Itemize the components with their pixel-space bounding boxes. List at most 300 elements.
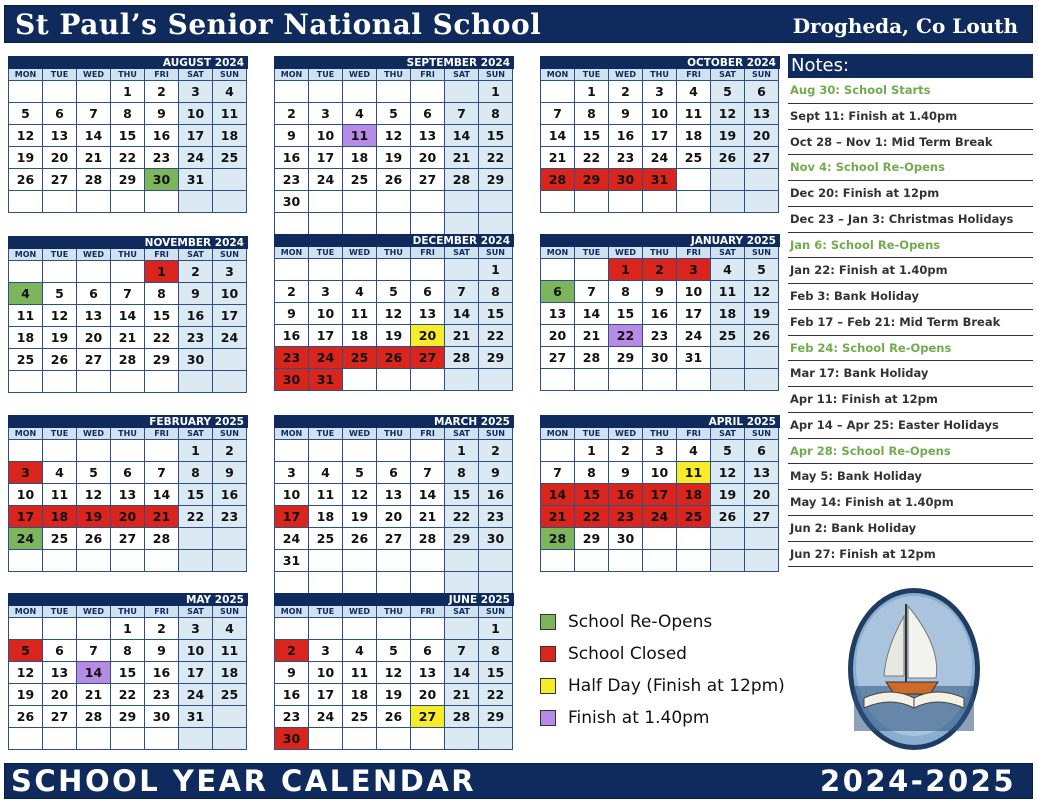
calendar-day: 12 <box>43 305 77 327</box>
weekday-label: MON <box>275 69 309 81</box>
calendar-empty-cell <box>43 371 77 393</box>
calendar-empty-cell <box>677 169 711 191</box>
calendar-empty-cell <box>411 618 445 640</box>
calendar-empty-cell <box>43 618 77 640</box>
calendar-day: 15 <box>111 125 145 147</box>
calendar-empty-cell <box>479 728 513 750</box>
calendar-day: 5 <box>43 283 77 305</box>
calendar-day: 8 <box>145 283 179 305</box>
calendar-day: 14 <box>77 125 111 147</box>
weekday-label: THU <box>643 247 677 259</box>
calendar-day: 11 <box>343 662 377 684</box>
calendar-day: 22 <box>111 147 145 169</box>
calendar-day: 3 <box>677 259 711 281</box>
weekday-label: THU <box>377 428 411 440</box>
calendar-empty-cell <box>343 259 377 281</box>
weekday-header <box>540 69 780 81</box>
calendar-empty-cell <box>309 728 343 750</box>
month-title: DECEMBER 2024 <box>274 234 514 247</box>
note-item: May 5: Bank Holiday <box>788 464 1033 490</box>
calendar-day: 2 <box>179 261 213 283</box>
calendar-empty-cell <box>575 369 609 391</box>
calendar-day: 19 <box>377 684 411 706</box>
weekday-label: SAT <box>179 249 213 261</box>
month-grid <box>8 618 248 750</box>
calendar-empty-cell <box>43 261 77 283</box>
calendar-day: 4 <box>343 281 377 303</box>
calendar-empty-cell <box>643 191 677 213</box>
calendar-day: 28 <box>541 169 575 191</box>
calendar-empty-cell <box>445 259 479 281</box>
calendar-day: 15 <box>609 303 643 325</box>
calendar-day: 25 <box>343 347 377 369</box>
calendar-day: 21 <box>575 325 609 347</box>
calendar-empty-cell <box>9 618 43 640</box>
calendar-empty-cell <box>111 261 145 283</box>
calendar-empty-cell <box>541 550 575 572</box>
calendar-empty-cell <box>445 728 479 750</box>
calendar-day: 1 <box>575 440 609 462</box>
weekday-label: TUE <box>575 247 609 259</box>
calendar-day: 4 <box>711 259 745 281</box>
calendar-day: 19 <box>377 147 411 169</box>
calendar-empty-cell <box>479 213 513 235</box>
month-october-2024 <box>540 56 780 213</box>
calendar-empty-cell <box>111 728 145 750</box>
calendar-day: 21 <box>541 506 575 528</box>
calendar-empty-cell <box>745 369 779 391</box>
calendar-day: 8 <box>575 103 609 125</box>
calendar-day: 6 <box>745 440 779 462</box>
calendar-day: 5 <box>9 103 43 125</box>
calendar-day: 2 <box>145 81 179 103</box>
month-title: MARCH 2025 <box>274 415 514 428</box>
calendar-day: 6 <box>43 640 77 662</box>
calendar-day: 4 <box>677 440 711 462</box>
weekday-label: SUN <box>479 247 513 259</box>
month-title: JUNE 2025 <box>274 593 514 606</box>
calendar-day: 31 <box>643 169 677 191</box>
weekday-label: TUE <box>309 247 343 259</box>
calendar-empty-cell <box>43 81 77 103</box>
calendar-day: 17 <box>643 484 677 506</box>
calendar-day: 7 <box>445 281 479 303</box>
calendar-day: 18 <box>343 684 377 706</box>
calendar-day: 1 <box>609 259 643 281</box>
calendar-day: 25 <box>343 706 377 728</box>
calendar-day: 28 <box>445 169 479 191</box>
calendar-day: 2 <box>275 281 309 303</box>
note-item: Jun 2: Bank Holiday <box>788 516 1033 542</box>
weekday-label: SUN <box>745 69 779 81</box>
calendar-empty-cell <box>343 81 377 103</box>
calendar-day: 13 <box>77 305 111 327</box>
calendar-empty-cell <box>9 191 43 213</box>
calendar-day: 27 <box>411 706 445 728</box>
calendar-day: 20 <box>745 125 779 147</box>
calendar-empty-cell <box>213 191 247 213</box>
calendar-day: 4 <box>309 462 343 484</box>
calendar-empty-cell <box>711 528 745 550</box>
calendar-day: 14 <box>111 305 145 327</box>
calendar-day: 10 <box>677 281 711 303</box>
month-title: APRIL 2025 <box>540 415 780 428</box>
calendar-day: 30 <box>275 191 309 213</box>
calendar-day: 28 <box>575 347 609 369</box>
calendar-empty-cell <box>711 169 745 191</box>
calendar-day: 6 <box>411 103 445 125</box>
calendar-day: 8 <box>445 462 479 484</box>
note-item: Dec 20: Finish at 12pm <box>788 181 1033 207</box>
calendar-day: 28 <box>77 169 111 191</box>
calendar-day: 25 <box>711 325 745 347</box>
calendar-empty-cell <box>213 728 247 750</box>
calendar-empty-cell <box>343 572 377 594</box>
calendar-empty-cell <box>745 528 779 550</box>
calendar-day: 23 <box>479 506 513 528</box>
calendar-day: 20 <box>43 147 77 169</box>
calendar-empty-cell <box>111 550 145 572</box>
calendar-day: 23 <box>145 684 179 706</box>
weekday-label: WED <box>343 606 377 618</box>
weekday-label: THU <box>377 247 411 259</box>
calendar-day: 23 <box>179 327 213 349</box>
calendar-day: 28 <box>111 349 145 371</box>
calendar-day: 18 <box>343 147 377 169</box>
calendar-day: 11 <box>677 462 711 484</box>
legend-swatch <box>540 678 556 694</box>
calendar-empty-cell <box>745 347 779 369</box>
calendar-day: 10 <box>309 125 343 147</box>
weekday-label: WED <box>609 69 643 81</box>
calendar-day: 25 <box>213 147 247 169</box>
month-may-2025 <box>8 593 248 750</box>
weekday-label: MON <box>9 249 43 261</box>
calendar-empty-cell <box>711 347 745 369</box>
notes-list <box>788 78 1033 567</box>
calendar-day: 15 <box>445 484 479 506</box>
calendar-day: 4 <box>43 462 77 484</box>
calendar-day: 17 <box>309 147 343 169</box>
calendar-day: 24 <box>309 169 343 191</box>
weekday-label: FRI <box>145 69 179 81</box>
calendar-day: 3 <box>643 440 677 462</box>
calendar-empty-cell <box>445 550 479 572</box>
calendar-day: 24 <box>309 706 343 728</box>
calendar-empty-cell <box>479 572 513 594</box>
calendar-empty-cell <box>479 369 513 391</box>
calendar-empty-cell <box>77 261 111 283</box>
calendar-empty-cell <box>309 440 343 462</box>
calendar-day: 5 <box>711 440 745 462</box>
calendar-day: 2 <box>275 640 309 662</box>
calendar-day: 5 <box>745 259 779 281</box>
calendar-day: 21 <box>145 506 179 528</box>
month-december-2024 <box>274 234 514 391</box>
calendar-day: 30 <box>609 528 643 550</box>
month-grid <box>8 440 248 572</box>
calendar-day: 16 <box>275 325 309 347</box>
calendar-day: 9 <box>145 103 179 125</box>
calendar-empty-cell <box>77 618 111 640</box>
calendar-day: 11 <box>343 303 377 325</box>
calendar-day: 18 <box>711 303 745 325</box>
calendar-empty-cell <box>213 528 247 550</box>
calendar-day: 18 <box>677 484 711 506</box>
weekday-label: SAT <box>711 428 745 440</box>
weekday-header <box>274 606 514 618</box>
calendar-empty-cell <box>445 369 479 391</box>
calendar-empty-cell <box>179 528 213 550</box>
calendar-day: 14 <box>445 125 479 147</box>
calendar-day: 5 <box>377 103 411 125</box>
calendar-day: 2 <box>275 103 309 125</box>
weekday-label: TUE <box>43 428 77 440</box>
note-item: Feb 24: School Re-Opens <box>788 336 1033 362</box>
calendar-day: 23 <box>275 706 309 728</box>
calendar-day: 10 <box>309 303 343 325</box>
calendar-empty-cell <box>9 371 43 393</box>
calendar-empty-cell <box>213 349 247 371</box>
calendar-day: 15 <box>479 125 513 147</box>
calendar-day: 21 <box>445 147 479 169</box>
weekday-label: FRI <box>411 247 445 259</box>
calendar-day: 17 <box>179 662 213 684</box>
calendar-empty-cell <box>677 528 711 550</box>
calendar-empty-cell <box>377 440 411 462</box>
calendar-empty-cell <box>411 369 445 391</box>
calendar-day: 6 <box>745 81 779 103</box>
calendar-day: 5 <box>377 640 411 662</box>
calendar-day: 13 <box>411 125 445 147</box>
calendar-day: 23 <box>275 347 309 369</box>
calendar-day: 24 <box>213 327 247 349</box>
calendar-day: 11 <box>213 103 247 125</box>
calendar-day: 3 <box>179 618 213 640</box>
calendar-day: 6 <box>541 281 575 303</box>
calendar-day: 12 <box>377 662 411 684</box>
calendar-empty-cell <box>609 369 643 391</box>
weekday-label: WED <box>77 249 111 261</box>
calendar-day: 4 <box>213 618 247 640</box>
calendar-day: 4 <box>343 640 377 662</box>
calendar-day: 23 <box>643 325 677 347</box>
calendar-day: 20 <box>111 506 145 528</box>
calendar-day: 1 <box>179 440 213 462</box>
calendar-day: 6 <box>111 462 145 484</box>
calendar-empty-cell <box>309 550 343 572</box>
calendar-day: 11 <box>309 484 343 506</box>
calendar-day: 30 <box>179 349 213 371</box>
calendar-day: 20 <box>377 506 411 528</box>
calendar-day: 7 <box>145 462 179 484</box>
calendar-empty-cell <box>9 81 43 103</box>
calendar-empty-cell <box>145 440 179 462</box>
month-title: JANUARY 2025 <box>540 234 780 247</box>
calendar-day: 25 <box>213 684 247 706</box>
calendar-day: 15 <box>145 305 179 327</box>
note-item: Feb 17 – Feb 21: Mid Term Break <box>788 310 1033 336</box>
calendar-day: 16 <box>145 662 179 684</box>
calendar-day: 24 <box>309 347 343 369</box>
weekday-label: SUN <box>479 428 513 440</box>
calendar-day: 19 <box>745 303 779 325</box>
calendar-day: 20 <box>411 325 445 347</box>
calendar-day: 8 <box>479 281 513 303</box>
calendar-day: 19 <box>711 125 745 147</box>
calendar-day: 12 <box>745 281 779 303</box>
month-february-2025 <box>8 415 248 572</box>
month-title: OCTOBER 2024 <box>540 56 780 69</box>
weekday-label: TUE <box>309 69 343 81</box>
calendar-empty-cell <box>179 371 213 393</box>
calendar-day: 26 <box>711 147 745 169</box>
calendar-empty-cell <box>275 213 309 235</box>
calendar-empty-cell <box>77 371 111 393</box>
note-item: Apr 14 – Apr 25: Easter Holidays <box>788 413 1033 439</box>
calendar-day: 3 <box>309 281 343 303</box>
calendar-empty-cell <box>677 191 711 213</box>
calendar-day: 31 <box>179 169 213 191</box>
calendar-day: 3 <box>275 462 309 484</box>
calendar-day: 7 <box>575 281 609 303</box>
calendar-day: 29 <box>111 706 145 728</box>
calendar-empty-cell <box>745 550 779 572</box>
calendar-day: 19 <box>77 506 111 528</box>
calendar-day: 30 <box>479 528 513 550</box>
weekday-label: TUE <box>309 606 343 618</box>
calendar-day: 22 <box>575 506 609 528</box>
weekday-label: FRI <box>411 606 445 618</box>
calendar-empty-cell <box>411 572 445 594</box>
calendar-day: 26 <box>377 347 411 369</box>
calendar-day: 18 <box>309 506 343 528</box>
calendar-day: 5 <box>377 281 411 303</box>
month-january-2025 <box>540 234 780 391</box>
calendar-day: 16 <box>479 484 513 506</box>
calendar-day: 2 <box>643 259 677 281</box>
calendar-day: 14 <box>541 484 575 506</box>
calendar-day: 1 <box>111 618 145 640</box>
weekday-label: FRI <box>411 428 445 440</box>
calendar-empty-cell <box>445 572 479 594</box>
weekday-header <box>540 428 780 440</box>
calendar-empty-cell <box>445 618 479 640</box>
calendar-day: 24 <box>275 528 309 550</box>
calendar-day: 23 <box>145 147 179 169</box>
calendar-day: 28 <box>411 528 445 550</box>
calendar-empty-cell <box>479 550 513 572</box>
calendar-day: 10 <box>309 662 343 684</box>
calendar-day: 27 <box>377 528 411 550</box>
month-grid <box>274 440 514 594</box>
calendar-day: 5 <box>9 640 43 662</box>
month-title: FEBRUARY 2025 <box>8 415 248 428</box>
calendar-day: 12 <box>377 303 411 325</box>
calendar-day: 5 <box>343 462 377 484</box>
calendar-day: 20 <box>541 325 575 347</box>
weekday-label: FRI <box>145 606 179 618</box>
month-september-2024 <box>274 56 514 235</box>
calendar-day: 31 <box>309 369 343 391</box>
calendar-day: 1 <box>479 259 513 281</box>
calendar-day: 14 <box>575 303 609 325</box>
weekday-label: SUN <box>213 69 247 81</box>
legend-item <box>540 606 785 638</box>
weekday-label: THU <box>643 428 677 440</box>
calendar-day: 14 <box>145 484 179 506</box>
calendar-day: 30 <box>145 169 179 191</box>
calendar-day: 9 <box>609 462 643 484</box>
calendar-day: 25 <box>677 506 711 528</box>
calendar-day: 16 <box>609 125 643 147</box>
weekday-label: MON <box>9 606 43 618</box>
notes-panel <box>788 54 1033 567</box>
school-location: Drogheda, Co Louth <box>792 14 1018 38</box>
calendar-day: 6 <box>377 462 411 484</box>
calendar-day: 22 <box>111 684 145 706</box>
calendar-empty-cell <box>541 369 575 391</box>
calendar-day: 10 <box>275 484 309 506</box>
calendar-day: 13 <box>377 484 411 506</box>
weekday-label: THU <box>377 69 411 81</box>
calendar-day: 2 <box>213 440 247 462</box>
calendar-empty-cell <box>445 213 479 235</box>
weekday-label: TUE <box>575 69 609 81</box>
calendar-day: 9 <box>275 662 309 684</box>
calendar-empty-cell <box>377 259 411 281</box>
weekday-label: WED <box>609 247 643 259</box>
calendar-day: 13 <box>745 462 779 484</box>
calendar-empty-cell <box>275 440 309 462</box>
calendar-day: 26 <box>77 528 111 550</box>
calendar-day: 22 <box>575 147 609 169</box>
weekday-label: THU <box>111 428 145 440</box>
weekday-label: SAT <box>179 606 213 618</box>
calendar-day: 26 <box>9 169 43 191</box>
calendar-day: 26 <box>9 706 43 728</box>
calendar-day: 15 <box>179 484 213 506</box>
legend <box>540 606 785 734</box>
weekday-label: MON <box>275 428 309 440</box>
calendar-day: 9 <box>479 462 513 484</box>
calendar-day: 21 <box>77 147 111 169</box>
calendar-empty-cell <box>275 81 309 103</box>
calendar-day: 29 <box>479 169 513 191</box>
calendar-day: 17 <box>213 305 247 327</box>
calendar-day: 10 <box>643 462 677 484</box>
calendar-day: 21 <box>445 325 479 347</box>
calendar-day: 11 <box>711 281 745 303</box>
calendar-day: 22 <box>179 506 213 528</box>
month-november-2024 <box>8 236 248 393</box>
weekday-header <box>8 249 248 261</box>
calendar-day: 17 <box>643 125 677 147</box>
calendar-day: 27 <box>111 528 145 550</box>
calendar-day: 7 <box>411 462 445 484</box>
school-logo <box>846 586 982 756</box>
weekday-label: MON <box>541 247 575 259</box>
calendar-day: 20 <box>411 147 445 169</box>
calendar-empty-cell <box>445 191 479 213</box>
weekday-header <box>8 69 248 81</box>
calendar-day: 13 <box>541 303 575 325</box>
calendar-empty-cell <box>213 371 247 393</box>
calendar-day: 1 <box>111 81 145 103</box>
calendar-empty-cell <box>377 81 411 103</box>
calendar-day: 16 <box>213 484 247 506</box>
weekday-label: WED <box>609 428 643 440</box>
